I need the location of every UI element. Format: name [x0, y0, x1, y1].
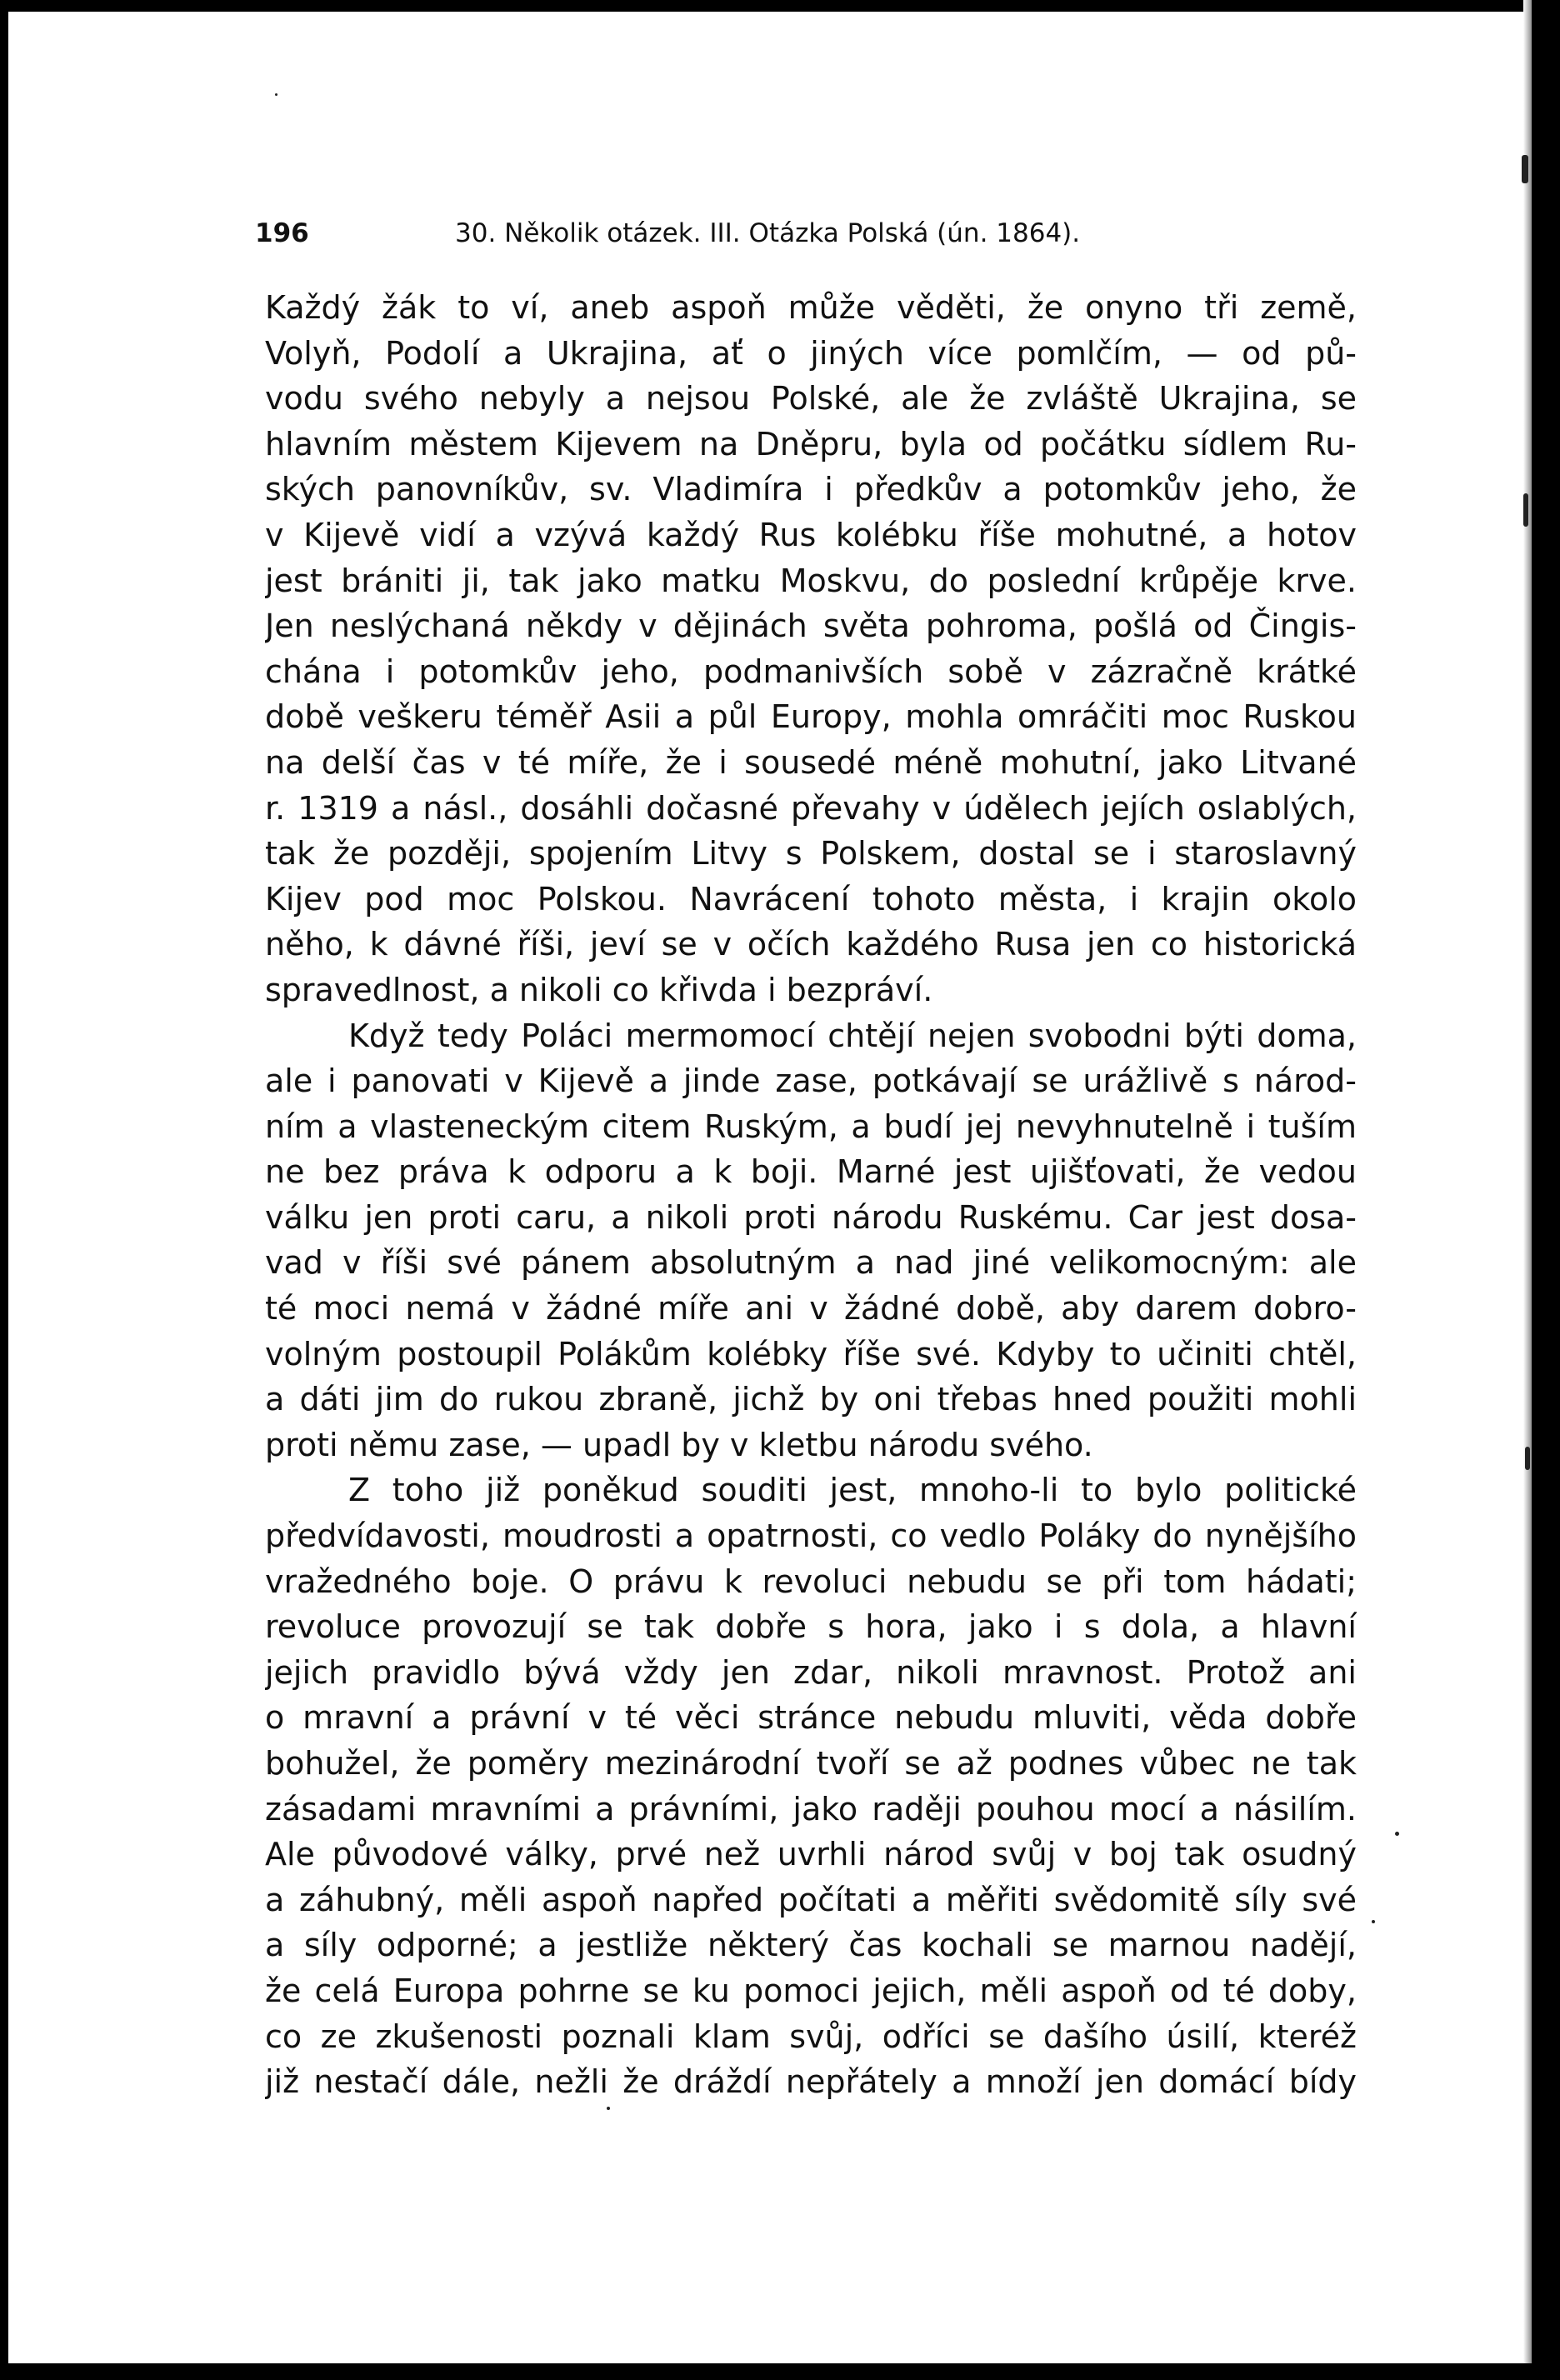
- body-text: [265, 285, 1357, 2105]
- text-line: době veškeru téměř Asii a půl Europy, mohla omráčiti moc Ruskou: [265, 698, 1357, 736]
- text-line: že celá Europa pohrne se ku pomoci jejich, měli aspoň od té doby,: [265, 1972, 1357, 2009]
- scan-border-left: [0, 0, 8, 2380]
- text-line: bohužel, že poměry mezinárodní tvoří se až podnes vůbec ne tak: [265, 1745, 1357, 1782]
- text-line: r. 1319 a násl., dosáhli dočasné převahy v údělech jejích oslablých,: [265, 789, 1357, 827]
- dust-speck: [1395, 1832, 1399, 1836]
- text-line: ním a vlasteneckým citem Ruským, a budí jej nevyhnutelně i tuším: [265, 1108, 1357, 1145]
- text-line: na delší čas v té míře, že i sousedé méně mohutní, jako Litvané: [265, 743, 1357, 781]
- scan-border-bottom: [0, 2363, 1560, 2380]
- text-line: revoluce provozují se tak dobře s hora, jako i s dola, a hlavní: [265, 1608, 1357, 1646]
- text-line: a síly odporné; a jestliže některý čas kochali se marnou nadějí,: [265, 1927, 1357, 1964]
- text-line: něho, k dávné říši, jeví se v očích každého Rusa jen co historická: [265, 926, 1357, 963]
- text-line: ale i panovati v Kijevě a jinde zase, potkávají se urážlivě s národ-: [265, 1062, 1357, 1100]
- dust-speck: [275, 93, 278, 96]
- text-line: tak že později, spojením Litvy s Polskem, dostal se i staroslavný: [265, 835, 1357, 872]
- dust-speck: [1522, 155, 1528, 183]
- dust-speck: [1525, 1447, 1530, 1470]
- dust-speck: [1523, 493, 1528, 527]
- text-line: již nestačí dále, nežli že dráždí nepřátely a množí jen domácí bídy: [265, 2063, 1357, 2101]
- text-line: zásadami mravními a právními, jako raději pouhou mocí a násilím.: [265, 1790, 1357, 1828]
- scan-border-top: [0, 0, 1560, 12]
- text-line: hlavním městem Kijevem na Dněpru, byla od počátku sídlem Ru-: [265, 425, 1357, 462]
- text-line: ských panovníkův, sv. Vladimíra i předkův a potomkův jeho, že: [265, 471, 1357, 508]
- text-line: té moci nemá v žádné míře ani v žádné době, aby darem dobro-: [265, 1290, 1357, 1328]
- running-head: 30. Několik otázek. III. Otázka Polská (ún. 1864).: [455, 218, 1081, 248]
- text-line: jejich pravidlo bývá vždy jen zdar, nikoli mravnost. Protož ani: [265, 1653, 1357, 1691]
- text-line: vražedného boje. O právu k revoluci nebudu se při tom hádati;: [265, 1562, 1357, 1600]
- text-line: Kijev pod moc Polskou. Navrácení tohoto města, i krajin okolo: [265, 880, 1357, 918]
- text-line: předvídavosti, moudrosti a opatrnosti, co vedlo Poláky do nynějšího: [265, 1518, 1357, 1555]
- text-line: ne bez práva k odporu a k boji. Marné jest ujišťovati, že vedou: [265, 1153, 1357, 1191]
- text-line: co ze zkušenosti poznali klam svůj, odříci se dašího úsilí, kteréž: [265, 2018, 1357, 2055]
- text-line: válku jen proti caru, a nikoli proti národu Ruskému. Car jest dosa-: [265, 1198, 1357, 1236]
- text-line: Ale původové války, prvé než uvrhli národ svůj v boj tak osudný: [265, 1836, 1357, 1873]
- dust-speck: [607, 2107, 610, 2110]
- text-line: Když tedy Poláci mermomocí chtějí nejen svobodni býti doma,: [348, 1017, 1357, 1054]
- text-line: Každý žák to ví, aneb aspoň může věděti, že onyno tři země,: [265, 289, 1357, 326]
- page-number: 196: [255, 218, 309, 248]
- text-line: vad v říši své pánem absolutným a nad jiné velikomocným: ale: [265, 1244, 1357, 1282]
- page-header: [255, 218, 1355, 255]
- scan-border-right: [1532, 0, 1560, 2380]
- text-line: vodu svého nebyly a nejsou Polské, ale že zvláště Ukrajina, se: [265, 380, 1357, 418]
- text-line: volným postoupil Polákům kolébky říše své. Kdyby to učiniti chtěl,: [265, 1335, 1357, 1372]
- text-line: proti němu zase, — upadl by v kletbu národu svého.: [265, 1426, 1093, 1463]
- text-line: Z toho již poněkud souditi jest, mnoho-li to bylo politické: [348, 1472, 1357, 1509]
- text-line: spravedlnost, a nikoli co křivda i bezpráví.: [265, 971, 933, 1008]
- text-line: Jen neslýchaná někdy v dějinách světa pohroma, pošlá od Čingis-: [265, 608, 1357, 645]
- text-line: a dáti jim do rukou zbraně, jichž by oni třebas hned použiti mohli: [265, 1381, 1357, 1418]
- dust-speck: [1372, 1920, 1375, 1923]
- text-line: o mravní a právní v té věci stránce nebudu mluviti, věda dobře: [265, 1699, 1357, 1737]
- text-line: chána i potomkův jeho, podmanivších sobě v zázračně krátké: [265, 652, 1357, 690]
- text-line: Volyň, Podolí a Ukrajina, ať o jiných více pomlčím, — od pů-: [265, 334, 1357, 372]
- text-line: jest brániti ji, tak jako matku Moskvu, do poslední krůpěje krve.: [265, 562, 1357, 599]
- text-line: v Kijevě vidí a vzývá každý Rus kolébku říše mohutné, a hotov: [265, 516, 1357, 553]
- text-line: a záhubný, měli aspoň napřed počítati a měřiti svědomitě síly své: [265, 1881, 1357, 1918]
